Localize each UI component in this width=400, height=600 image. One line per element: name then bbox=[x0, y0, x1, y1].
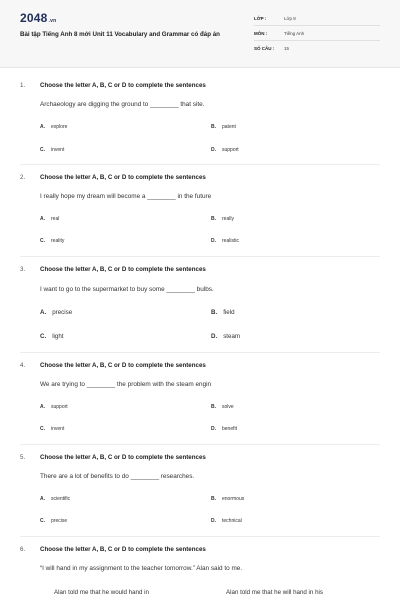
option-letter: D. bbox=[211, 333, 218, 340]
option-a[interactable] bbox=[40, 124, 67, 130]
option-text: explore bbox=[51, 124, 68, 130]
question-text: We are trying to ________ the problem with the steam engin bbox=[40, 381, 212, 388]
option-letter: C. bbox=[40, 333, 47, 340]
option-c[interactable] bbox=[40, 426, 64, 432]
option-letter: D. bbox=[211, 426, 216, 432]
option-d[interactable] bbox=[211, 333, 240, 340]
option-b[interactable] bbox=[211, 496, 244, 502]
option-c[interactable] bbox=[40, 147, 64, 153]
option-a[interactable] bbox=[40, 496, 70, 502]
option-letter: A. bbox=[40, 404, 45, 410]
document-title: Bài tập Tiếng Anh 8 mới Unit 11 Vocabulary and Grammar có đáp án bbox=[20, 31, 220, 38]
option-letter: A. bbox=[40, 496, 45, 502]
option-d[interactable] bbox=[211, 147, 239, 153]
question-number: 2. bbox=[20, 174, 26, 181]
option-a[interactable] bbox=[40, 216, 59, 222]
option-text: realistic bbox=[222, 238, 239, 244]
option-letter: B. bbox=[211, 496, 216, 502]
option-b[interactable] bbox=[211, 309, 235, 316]
question-text: There are a lot of benefits to do ________ researches. bbox=[40, 473, 195, 480]
option-text: technical bbox=[222, 518, 242, 524]
divider bbox=[20, 164, 380, 165]
divider bbox=[20, 352, 380, 353]
question-number: 6. bbox=[20, 546, 26, 553]
option-text: invent bbox=[51, 147, 65, 153]
question-title: Choose the letter A, B, C or D to complete the sentences bbox=[40, 546, 206, 553]
option-letter: B. bbox=[211, 216, 216, 222]
question-text: Archaeology are digging the ground to ________ that site. bbox=[40, 101, 205, 108]
option-a[interactable] bbox=[54, 589, 149, 596]
option-text: really bbox=[222, 216, 234, 222]
option-text: Alan told me that he will hand in his bbox=[226, 589, 323, 596]
option-c[interactable] bbox=[40, 238, 64, 244]
logo-text: 2048 bbox=[20, 11, 48, 25]
divider bbox=[20, 256, 380, 257]
option-text: Alan told me that he would hand in bbox=[54, 589, 149, 596]
question-number: 1. bbox=[20, 82, 26, 89]
divider bbox=[254, 40, 380, 41]
option-letter: A. bbox=[40, 309, 47, 316]
option-text: scientific bbox=[51, 496, 71, 502]
meta-label: LỚP : bbox=[254, 16, 267, 21]
option-b[interactable] bbox=[226, 589, 323, 596]
question-number: 5. bbox=[20, 454, 26, 461]
meta-label: SỐ CÂU : bbox=[254, 46, 275, 51]
meta-value: Lớp 8 bbox=[284, 16, 296, 21]
logo-suffix: .vn bbox=[48, 18, 57, 24]
question-number: 4. bbox=[20, 362, 26, 369]
option-c[interactable] bbox=[40, 333, 64, 340]
question-title: Choose the letter A, B, C or D to complete the sentences bbox=[40, 82, 206, 89]
option-letter: A. bbox=[40, 216, 45, 222]
option-text: benefit bbox=[222, 426, 238, 432]
option-text: support bbox=[51, 404, 68, 410]
option-text: precise bbox=[51, 518, 68, 524]
question-text: I want to go to the supermarket to buy some ________ bulbs. bbox=[40, 286, 214, 293]
option-text: invent bbox=[51, 426, 65, 432]
question-title: Choose the letter A, B, C or D to complete the sentences bbox=[40, 362, 206, 369]
meta-value: 15 bbox=[284, 46, 290, 51]
option-a[interactable] bbox=[40, 404, 68, 410]
question-number: 3. bbox=[20, 266, 26, 273]
option-d[interactable] bbox=[211, 426, 237, 432]
option-text: patent bbox=[222, 124, 236, 130]
option-letter: C. bbox=[40, 147, 45, 153]
option-text: real bbox=[51, 216, 60, 222]
option-text: support bbox=[222, 147, 239, 153]
site-logo[interactable] bbox=[20, 11, 56, 25]
option-text: field bbox=[223, 309, 235, 316]
option-d[interactable] bbox=[211, 518, 242, 524]
option-letter: D. bbox=[211, 518, 216, 524]
option-text: solve bbox=[222, 404, 234, 410]
divider bbox=[20, 536, 380, 537]
option-letter: D. bbox=[211, 238, 216, 244]
option-letter: C. bbox=[40, 238, 45, 244]
option-letter: C. bbox=[40, 518, 45, 524]
meta-label: MÔN : bbox=[254, 31, 268, 36]
option-text: enormous bbox=[222, 496, 245, 502]
question-title: Choose the letter A, B, C or D to complete the sentences bbox=[40, 454, 206, 461]
option-letter: B. bbox=[211, 404, 216, 410]
divider bbox=[20, 444, 380, 445]
option-text: precise bbox=[52, 309, 73, 316]
option-letter: B. bbox=[211, 124, 216, 130]
option-letter: B. bbox=[211, 309, 218, 316]
option-text: light bbox=[52, 333, 64, 340]
option-b[interactable] bbox=[211, 216, 234, 222]
option-text: steam bbox=[223, 333, 241, 340]
option-letter: A. bbox=[40, 124, 45, 130]
page-header bbox=[0, 0, 400, 68]
question-title: Choose the letter A, B, C or D to complete the sentences bbox=[40, 266, 206, 273]
option-d[interactable] bbox=[211, 238, 239, 244]
question-text: I really hope my dream will become a ________ in the future bbox=[40, 193, 212, 200]
option-b[interactable] bbox=[211, 124, 236, 130]
question-text: “I will hand in my assignment to the teacher tomorrow.” Alan said to me. bbox=[40, 565, 243, 572]
option-b[interactable] bbox=[211, 404, 234, 410]
option-text: reality bbox=[51, 238, 65, 244]
question-title: Choose the letter A, B, C or D to complete the sentences bbox=[40, 174, 206, 181]
option-a[interactable] bbox=[40, 309, 72, 316]
divider bbox=[254, 25, 380, 26]
option-c[interactable] bbox=[40, 518, 67, 524]
option-letter: D. bbox=[211, 147, 216, 153]
meta-value: Tiếng Anh bbox=[284, 31, 305, 36]
option-letter: C. bbox=[40, 426, 45, 432]
